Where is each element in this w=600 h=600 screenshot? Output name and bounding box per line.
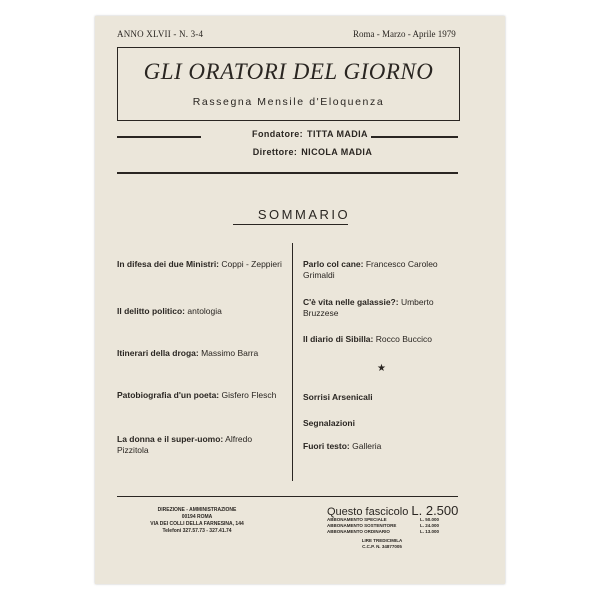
issue-price — [327, 503, 458, 518]
address-line: 00194 ROMA — [181, 514, 213, 520]
address-line: VIA DEI COLLI DELLA FARNESINA, 144 — [150, 521, 244, 527]
postal-account: C.C.P. N. 34877005 — [362, 544, 402, 549]
magazine-cover — [95, 16, 505, 584]
divider-full — [117, 172, 458, 174]
price-label: Questo fascicolo — [327, 506, 409, 518]
issue-date: Roma - Marzo - Aprile 1979 — [353, 29, 456, 39]
toc-item: C'è vita nelle galassie?: Umberto Bruzzese — [303, 297, 434, 318]
subscription-row: ABBONAMENTO SPECIALE L. 50.000 — [327, 517, 440, 522]
column-divider — [292, 243, 293, 481]
magazine-subtitle: Rassegna Mensile d'Eloquenza — [192, 96, 385, 108]
footer-divider — [117, 496, 458, 497]
founder-name: TITTA MADIA — [307, 129, 368, 139]
masthead — [117, 47, 460, 121]
toc-item: Parlo col cane: Francesco Caroleo Grimaldi — [303, 259, 438, 280]
director-name: NICOLA MADIA — [301, 147, 373, 157]
star-ornament: ★ — [377, 363, 386, 374]
director-credit — [95, 147, 505, 157]
contents-underline — [233, 224, 348, 225]
toc-item: Segnalazioni — [303, 418, 355, 428]
founder-role: Fondatore: — [252, 129, 304, 139]
toc-item: Il delitto politico: antologia — [117, 306, 222, 316]
toc-item: Sorrisi Arsenicali — [303, 392, 373, 402]
toc-item: Patobiografia d'un poeta: Gisfero Flesch — [117, 390, 277, 400]
price-words: LIRE TREDICIMILA — [361, 538, 403, 543]
address-line: DIREZIONE - AMMINISTRAZIONE — [157, 507, 237, 513]
issue-number: ANNO XLVII - N. 3-4 — [117, 29, 204, 39]
toc-item: La donna e il super-uomo: Alfredo Pizzitola — [117, 434, 253, 455]
toc-item: Il diario di Sibilla: Rocco Buccico — [303, 334, 432, 344]
subscription-row: ABBONAMENTO ORDINARIO L. 13.000 — [327, 529, 440, 534]
toc-item: Fuori testo: Galleria — [303, 441, 382, 451]
address-line: Telefoni 327.57.73 - 327.41.74 — [162, 528, 232, 534]
price-value: L. 2.500 — [411, 503, 459, 518]
toc-item: In difesa dei due Ministri: Coppi - Zeppieri — [117, 259, 282, 269]
magazine-title: GLI ORATORI DEL GIORNO — [143, 59, 434, 84]
director-role: Direttore: — [252, 147, 298, 157]
toc-item: Itinerari della droga: Massimo Barra — [117, 348, 259, 358]
subscription-row: ABBONAMENTO SOSTENITORE L. 24.000 — [327, 523, 440, 528]
founder-credit — [95, 129, 505, 139]
contents-heading: SOMMARIO — [257, 207, 351, 222]
